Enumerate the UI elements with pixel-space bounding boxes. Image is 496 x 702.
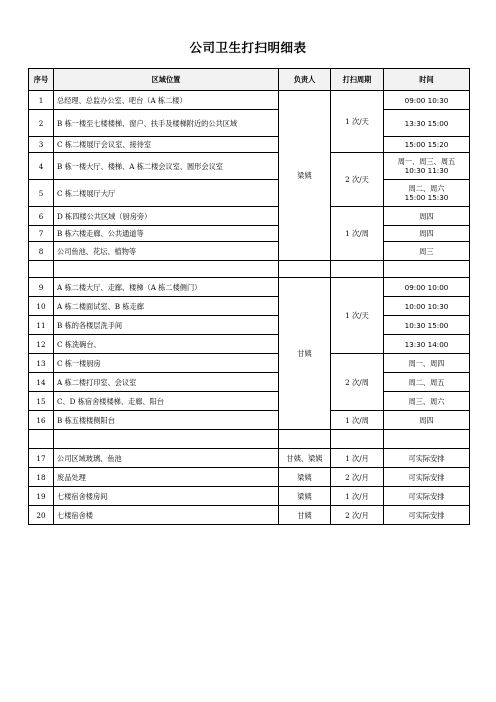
row-time: 周四	[384, 226, 470, 242]
row-area: D 栋四楼公共区域（厨房旁）	[54, 207, 279, 226]
row-cycle: 1 次/周	[331, 411, 384, 430]
row-area: C 栋一楼厨房	[54, 354, 279, 373]
table-row	[29, 153, 470, 180]
row-time: 09:00 10:30	[384, 91, 470, 110]
row-person: 梁姨	[279, 91, 331, 261]
row-area: B 栋五楼楼侧阳台	[54, 411, 279, 430]
row-no: 3	[29, 137, 54, 153]
row-time: 周四	[384, 411, 470, 430]
row-no: 16	[29, 411, 54, 430]
table-row	[29, 392, 470, 411]
row-cycle: 1 次/月	[331, 449, 384, 468]
row-area: C、D 栋宿舍楼楼梯、走廊、阳台	[54, 392, 279, 411]
row-cycle: 1 次/周	[331, 207, 384, 261]
table-row	[29, 449, 470, 468]
row-no: 19	[29, 487, 54, 506]
table-row	[29, 468, 470, 487]
row-no: 14	[29, 373, 54, 392]
table-row	[29, 91, 470, 110]
row-time: 13:30 14:00	[384, 335, 470, 354]
row-no: 12	[29, 335, 54, 354]
table-row	[29, 180, 470, 207]
cleaning-schedule-table	[28, 68, 470, 525]
table-row	[29, 226, 470, 242]
row-time: 10:30 15:00	[384, 316, 470, 335]
row-person: 梁姨	[279, 487, 331, 506]
row-area: A 栋二楼面试室、B 栋走廊	[54, 297, 279, 316]
row-time: 10:00 10:30	[384, 297, 470, 316]
row-no: 8	[29, 242, 54, 261]
row-no: 18	[29, 468, 54, 487]
table-header-row	[29, 69, 470, 91]
row-no: 20	[29, 506, 54, 525]
row-area: C 栋二楼展厅大厅	[54, 180, 279, 207]
row-area: B 栋六楼走廊、公共通道等	[54, 226, 279, 242]
row-area: A 栋二楼大厅、走廊、楼梯（A 栋二楼侧门）	[54, 278, 279, 297]
header-area: 区域位置	[54, 69, 279, 91]
row-person: 梁姨	[279, 468, 331, 487]
row-time: 15:00 15:20	[384, 137, 470, 153]
table-row	[29, 354, 470, 373]
table-row	[29, 207, 470, 226]
spacer-row	[29, 261, 470, 278]
row-time: 周四	[384, 207, 470, 226]
row-cycle: 1 次/天	[331, 91, 384, 153]
row-no: 7	[29, 226, 54, 242]
table-row	[29, 110, 470, 137]
row-no: 17	[29, 449, 54, 468]
row-person: 甘姨、梁姨	[279, 449, 331, 468]
row-cycle: 2 次/天	[331, 153, 384, 207]
row-time: 可实际安排	[384, 506, 470, 525]
row-area: 七楼宿舍楼房间	[54, 487, 279, 506]
header-cycle: 打扫周期	[331, 69, 384, 91]
table-row	[29, 278, 470, 297]
row-no: 11	[29, 316, 54, 335]
header-no: 序号	[29, 69, 54, 91]
row-time: 可实际安排	[384, 449, 470, 468]
row-area: 公司鱼池、花坛、植物等	[54, 242, 279, 261]
row-area: C 栋二楼展厅会议室、接待室	[54, 137, 279, 153]
row-time: 09:00 10:00	[384, 278, 470, 297]
row-area: B 栋一楼大厅、楼梯、A 栋二楼会议室、圆形会议室	[54, 153, 279, 180]
time-days: 周一、周三、周五	[397, 157, 456, 166]
row-area: 废品处理	[54, 468, 279, 487]
spacer-row	[29, 430, 470, 449]
table-row	[29, 335, 470, 354]
row-area: 公司区域玻璃、鱼池	[54, 449, 279, 468]
table-row	[29, 137, 470, 153]
row-area: C 栋洗碗台、	[54, 335, 279, 354]
row-cycle: 1 次/天	[331, 278, 384, 354]
table-row	[29, 506, 470, 525]
row-no: 10	[29, 297, 54, 316]
table-row	[29, 411, 470, 430]
page-title: 公司卫生打扫明细表	[189, 40, 307, 55]
row-cycle: 1 次/月	[331, 487, 384, 506]
header-person: 负责人	[279, 69, 331, 91]
row-time: 可实际安排	[384, 468, 470, 487]
row-area: 总经理、总监办公室、吧台（A 栋二楼）	[54, 91, 279, 110]
row-no: 9	[29, 278, 54, 297]
row-time: 13:30 15:00	[384, 110, 470, 137]
row-area: 七楼宿舍楼	[54, 506, 279, 525]
row-cycle: 2 次/周	[331, 354, 384, 411]
row-no: 2	[29, 110, 54, 137]
row-time	[384, 180, 470, 207]
row-person: 甘姨	[279, 278, 331, 430]
row-no: 6	[29, 207, 54, 226]
table-row	[29, 316, 470, 335]
table-row	[29, 242, 470, 261]
time-range: 15:00 15:30	[404, 193, 449, 202]
row-no: 4	[29, 153, 54, 180]
row-time: 周一、周四	[384, 354, 470, 373]
row-time	[384, 153, 470, 180]
time-range: 10:30 11:30	[404, 166, 449, 175]
row-time: 周三、周六	[384, 392, 470, 411]
row-area: B 栋一楼至七楼楼梯、窗户、扶手及楼梯附近的公共区域	[54, 110, 279, 137]
time-days: 周二、周六	[408, 184, 445, 193]
row-cycle: 2 次/月	[331, 506, 384, 525]
table-row	[29, 487, 470, 506]
row-no: 5	[29, 180, 54, 207]
row-no: 15	[29, 392, 54, 411]
row-person: 甘姨	[279, 506, 331, 525]
header-time: 时间	[384, 69, 470, 91]
row-no: 1	[29, 91, 54, 110]
row-cycle: 2 次/月	[331, 468, 384, 487]
row-no: 13	[29, 354, 54, 373]
row-time: 周二、周五	[384, 373, 470, 392]
row-area: B 栋的各楼层洗手间	[54, 316, 279, 335]
table-row	[29, 297, 470, 316]
row-time: 周三	[384, 242, 470, 261]
table-row	[29, 373, 470, 392]
row-time: 可实际安排	[384, 487, 470, 506]
row-area: A 栋二楼打印室、会议室	[54, 373, 279, 392]
